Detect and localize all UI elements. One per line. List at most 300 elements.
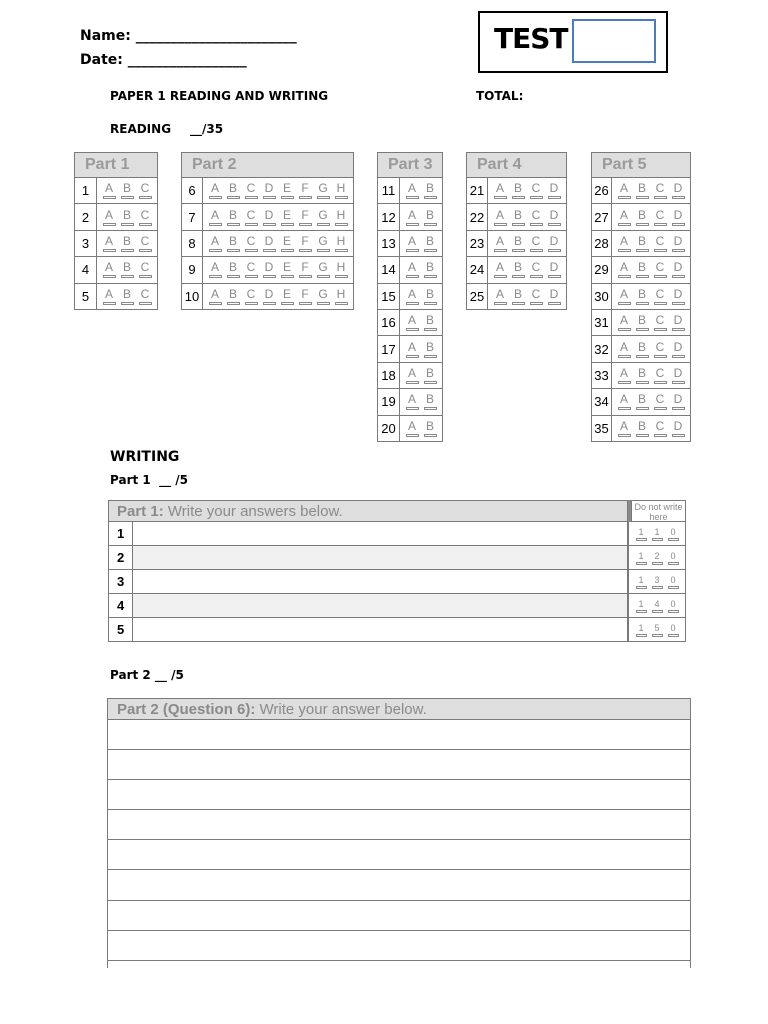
option-mark-box[interactable]: [139, 223, 152, 226]
answer-option-bubble[interactable]: [332, 261, 350, 278]
option-mark-box[interactable]: [654, 434, 667, 437]
answer-option-bubble[interactable]: [615, 209, 633, 226]
option-mark-box[interactable]: [548, 275, 561, 278]
answer-row: [591, 363, 691, 389]
option-mark-box[interactable]: [209, 302, 222, 305]
answer-option-bubble[interactable]: [136, 209, 154, 226]
option-mark-box[interactable]: [530, 275, 543, 278]
writing-answer-field[interactable]: [133, 618, 628, 642]
answer-option-bubble[interactable]: [491, 209, 509, 226]
answer-option-bubble[interactable]: [314, 235, 332, 252]
answer-option-bubble[interactable]: [669, 420, 687, 437]
answer-option-bubble[interactable]: [651, 182, 669, 199]
answer-option-bubble[interactable]: [615, 314, 633, 331]
answer-option-bubble[interactable]: [278, 235, 296, 252]
option-mark-box[interactable]: [636, 249, 649, 252]
option-letter: C: [655, 418, 665, 433]
option-mark-box[interactable]: [263, 275, 276, 278]
answer-option-bubble[interactable]: [314, 288, 332, 305]
answer-option-bubble[interactable]: [615, 420, 633, 437]
option-mark-box[interactable]: [512, 302, 525, 305]
option-mark-box[interactable]: [636, 223, 649, 226]
answer-option-bubble[interactable]: [651, 209, 669, 226]
answer-option-bubble[interactable]: [260, 288, 278, 305]
answer-option-bubble[interactable]: [242, 288, 260, 305]
answer-line[interactable]: [107, 750, 691, 780]
answer-option-bubble[interactable]: [651, 420, 669, 437]
answer-line[interactable]: [107, 780, 691, 810]
answer-option-bubble[interactable]: [669, 367, 687, 384]
answer-option-bubble[interactable]: [633, 209, 651, 226]
option-mark-box[interactable]: [317, 302, 330, 305]
answer-option-bubble[interactable]: [669, 182, 687, 199]
answer-option-bubble[interactable]: [403, 288, 421, 305]
option-mark-box[interactable]: [406, 328, 419, 331]
option-mark-box[interactable]: [672, 328, 685, 331]
option-mark-box[interactable]: [335, 196, 348, 199]
option-mark-box[interactable]: [121, 249, 134, 252]
answer-option-bubble[interactable]: [527, 209, 545, 226]
option-mark-box[interactable]: [281, 249, 294, 252]
answer-option-bubble[interactable]: [278, 209, 296, 226]
option-mark-box[interactable]: [636, 407, 649, 410]
answer-row: [181, 178, 354, 204]
answer-option-bubble[interactable]: [491, 261, 509, 278]
answer-option-bubble[interactable]: [669, 341, 687, 358]
answer-option-bubble[interactable]: [136, 261, 154, 278]
option-mark-box[interactable]: [245, 196, 258, 199]
option-mark-box[interactable]: [424, 275, 437, 278]
answer-option-bubble[interactable]: [545, 288, 563, 305]
option-mark-box[interactable]: [139, 249, 152, 252]
option-mark-box[interactable]: [406, 434, 419, 437]
option-mark-box[interactable]: [424, 223, 437, 226]
option-mark-box[interactable]: [494, 249, 507, 252]
option-mark-box[interactable]: [548, 302, 561, 305]
answer-option-bubble[interactable]: [651, 261, 669, 278]
option-mark-box[interactable]: [209, 249, 222, 252]
option-mark-box[interactable]: [299, 249, 312, 252]
answer-option-bubble[interactable]: [242, 182, 260, 199]
option-mark-box[interactable]: [618, 407, 631, 410]
option-mark-box[interactable]: [299, 302, 312, 305]
answer-option-bubble[interactable]: [314, 182, 332, 199]
answer-option-bubble[interactable]: [118, 288, 136, 305]
answer-option-bubble[interactable]: [545, 209, 563, 226]
option-mark-box[interactable]: [245, 249, 258, 252]
option-mark-box[interactable]: [103, 275, 116, 278]
option-mark-box[interactable]: [618, 196, 631, 199]
answer-option-bubble[interactable]: [403, 420, 421, 437]
answer-option-bubble[interactable]: [296, 182, 314, 199]
test-score-field[interactable]: [572, 19, 656, 63]
answer-option-bubble[interactable]: [491, 235, 509, 252]
option-mark-box[interactable]: [512, 275, 525, 278]
option-mark-box[interactable]: [530, 223, 543, 226]
answer-row: [74, 204, 158, 230]
option-mark-box[interactable]: [103, 223, 116, 226]
answer-row: [181, 284, 354, 310]
option-letter: A: [495, 181, 504, 196]
option-mark-box[interactable]: [654, 275, 667, 278]
option-mark-box[interactable]: [654, 302, 667, 305]
answer-option-bubble[interactable]: [545, 235, 563, 252]
option-mark-box[interactable]: [548, 223, 561, 226]
answer-option-bubble[interactable]: [206, 182, 224, 199]
option-mark-box[interactable]: [281, 223, 294, 226]
option-mark-box[interactable]: [530, 196, 543, 199]
answer-option-bubble[interactable]: [527, 288, 545, 305]
answer-option-bubble[interactable]: [615, 367, 633, 384]
answer-option-bubble[interactable]: [242, 235, 260, 252]
answer-option-bubble[interactable]: [421, 341, 439, 358]
answer-option-bubble[interactable]: [296, 288, 314, 305]
answer-option-bubble[interactable]: [509, 235, 527, 252]
option-mark-box[interactable]: [245, 223, 258, 226]
answer-option-bubble[interactable]: [403, 314, 421, 331]
option-mark-box[interactable]: [424, 328, 437, 331]
answer-option-bubble[interactable]: [509, 209, 527, 226]
option-mark-box[interactable]: [121, 196, 134, 199]
option-mark-box[interactable]: [406, 275, 419, 278]
answer-option-bubble[interactable]: [403, 182, 421, 199]
answer-option-bubble[interactable]: [669, 288, 687, 305]
option-mark-box[interactable]: [227, 249, 240, 252]
option-mark-box[interactable]: [636, 381, 649, 384]
answer-option-bubble[interactable]: [242, 261, 260, 278]
option-mark-box[interactable]: [494, 223, 507, 226]
option-mark-box[interactable]: [618, 249, 631, 252]
answer-row: [74, 257, 158, 283]
answer-option-bubble[interactable]: [527, 261, 545, 278]
answer-option-bubble[interactable]: [651, 341, 669, 358]
writing-answer-field[interactable]: [133, 546, 628, 570]
option-mark-box[interactable]: [121, 223, 134, 226]
option-mark-box[interactable]: [139, 275, 152, 278]
option-mark-box[interactable]: [139, 196, 152, 199]
answer-option-bubble[interactable]: [421, 420, 439, 437]
option-mark-box[interactable]: [263, 302, 276, 305]
answer-line[interactable]: [107, 961, 691, 968]
option-mark-box[interactable]: [548, 196, 561, 199]
option-mark-box[interactable]: [654, 407, 667, 410]
answer-option-bubble[interactable]: [260, 261, 278, 278]
option-mark-box[interactable]: [548, 249, 561, 252]
answer-option-bubble[interactable]: [509, 261, 527, 278]
option-mark-box[interactable]: [654, 223, 667, 226]
question-number: 4: [74, 257, 97, 283]
option-mark-box[interactable]: [245, 275, 258, 278]
option-mark-box[interactable]: [654, 249, 667, 252]
option-mark-box[interactable]: [636, 196, 649, 199]
answer-line[interactable]: [107, 720, 691, 750]
option-mark-box[interactable]: [299, 196, 312, 199]
answer-option-bubble[interactable]: [633, 261, 651, 278]
answer-line[interactable]: [107, 810, 691, 840]
option-mark-box[interactable]: [335, 275, 348, 278]
option-mark-box[interactable]: [335, 249, 348, 252]
option-mark-box[interactable]: [103, 196, 116, 199]
answer-option-bubble[interactable]: [421, 235, 439, 252]
answer-option-bubble[interactable]: [118, 182, 136, 199]
option-mark-box[interactable]: [672, 275, 685, 278]
option-mark-box[interactable]: [512, 196, 525, 199]
writing-answer-field[interactable]: [133, 570, 628, 594]
option-mark-box[interactable]: [494, 196, 507, 199]
option-mark-box[interactable]: [494, 302, 507, 305]
option-mark-box[interactable]: [424, 381, 437, 384]
answer-option-bubble[interactable]: [403, 367, 421, 384]
answer-option-bubble[interactable]: [615, 261, 633, 278]
answer-option-bubble[interactable]: [100, 288, 118, 305]
answer-option-bubble[interactable]: [260, 235, 278, 252]
answer-option-bubble[interactable]: [403, 209, 421, 226]
option-mark-box[interactable]: [227, 275, 240, 278]
answer-option-bubble[interactable]: [100, 261, 118, 278]
answer-option-bubble[interactable]: [260, 209, 278, 226]
option-mark-box[interactable]: [424, 434, 437, 437]
answer-option-bubble[interactable]: [296, 261, 314, 278]
option-mark-box[interactable]: [227, 302, 240, 305]
option-mark-box[interactable]: [512, 249, 525, 252]
answer-option-bubble[interactable]: [332, 235, 350, 252]
answer-option-bubble[interactable]: [403, 393, 421, 410]
answer-option-bubble[interactable]: [421, 182, 439, 199]
answer-option-bubble[interactable]: [206, 235, 224, 252]
answer-option-bubble[interactable]: [100, 209, 118, 226]
examiner-mark-bubble: [668, 527, 679, 541]
option-mark-box[interactable]: [618, 355, 631, 358]
answer-option-bubble[interactable]: [242, 209, 260, 226]
option-mark-box[interactable]: [209, 275, 222, 278]
answer-option-bubble[interactable]: [633, 235, 651, 252]
answer-option-bubble[interactable]: [332, 182, 350, 199]
option-mark-box[interactable]: [424, 355, 437, 358]
answer-option-bubble[interactable]: [403, 235, 421, 252]
option-mark-box[interactable]: [672, 407, 685, 410]
answer-option-bubble[interactable]: [260, 182, 278, 199]
option-mark-box[interactable]: [424, 249, 437, 252]
option-mark-box[interactable]: [654, 355, 667, 358]
answer-option-bubble[interactable]: [296, 235, 314, 252]
answer-option-bubble[interactable]: [118, 209, 136, 226]
answer-option-bubble[interactable]: [421, 288, 439, 305]
answer-option-bubble[interactable]: [509, 288, 527, 305]
writing-part1-table: [108, 500, 686, 642]
option-mark-box[interactable]: [530, 302, 543, 305]
option-mark-box[interactable]: [672, 249, 685, 252]
answer-option-bubble[interactable]: [206, 209, 224, 226]
option-mark-box[interactable]: [424, 196, 437, 199]
option-mark-box[interactable]: [406, 223, 419, 226]
answer-option-bubble[interactable]: [206, 288, 224, 305]
option-mark-box[interactable]: [654, 328, 667, 331]
option-mark-box[interactable]: [209, 223, 222, 226]
option-mark-box[interactable]: [424, 302, 437, 305]
answer-option-bubble[interactable]: [403, 341, 421, 358]
option-mark-box[interactable]: [424, 407, 437, 410]
answer-option-bubble[interactable]: [224, 182, 242, 199]
option-mark-box[interactable]: [227, 223, 240, 226]
option-mark-box[interactable]: [618, 223, 631, 226]
option-letter: A: [210, 233, 219, 248]
option-mark-box[interactable]: [636, 302, 649, 305]
answer-option-bubble[interactable]: [224, 209, 242, 226]
writing-answer-row: [108, 594, 686, 618]
option-mark-box[interactable]: [317, 223, 330, 226]
option-mark-box[interactable]: [263, 196, 276, 199]
answer-line[interactable]: [107, 901, 691, 931]
option-mark-box[interactable]: [263, 223, 276, 226]
answer-option-bubble[interactable]: [633, 420, 651, 437]
option-mark-box[interactable]: [406, 355, 419, 358]
answer-option-bubble[interactable]: [100, 182, 118, 199]
answer-option-bubble[interactable]: [615, 235, 633, 252]
option-mark-box[interactable]: [530, 249, 543, 252]
answer-option-bubble[interactable]: [332, 209, 350, 226]
answer-option-bubble[interactable]: [491, 182, 509, 199]
answer-option-bubble[interactable]: [633, 182, 651, 199]
option-mark-box[interactable]: [121, 275, 134, 278]
answer-option-bubble[interactable]: [633, 367, 651, 384]
answer-option-bubble[interactable]: [633, 314, 651, 331]
option-mark-box[interactable]: [406, 407, 419, 410]
answer-option-bubble[interactable]: [206, 261, 224, 278]
answer-option-bubble[interactable]: [651, 393, 669, 410]
answer-option-bubble[interactable]: [118, 261, 136, 278]
answer-option-bubble[interactable]: [615, 182, 633, 199]
option-mark-box[interactable]: [618, 275, 631, 278]
option-mark-box[interactable]: [335, 223, 348, 226]
answer-option-bubble[interactable]: [421, 367, 439, 384]
answer-option-bubble[interactable]: [651, 367, 669, 384]
option-mark-box[interactable]: [654, 196, 667, 199]
writing-part1-title: Part 1: Write your answers below.: [108, 500, 628, 522]
answer-option-bubble[interactable]: [669, 261, 687, 278]
answer-option-bubble[interactable]: [314, 261, 332, 278]
answer-option-bubble[interactable]: [669, 235, 687, 252]
option-mark-box[interactable]: [672, 302, 685, 305]
answer-line[interactable]: [107, 931, 691, 961]
option-mark-box[interactable]: [672, 223, 685, 226]
answer-option-bubble[interactable]: [278, 261, 296, 278]
answer-option-bubble[interactable]: [633, 288, 651, 305]
answer-option-bubble[interactable]: [403, 261, 421, 278]
option-mark-box[interactable]: [335, 302, 348, 305]
option-letter: A: [495, 286, 504, 301]
option-letter: H: [336, 181, 346, 196]
answer-option-bubble[interactable]: [421, 314, 439, 331]
answer-option-bubble[interactable]: [651, 235, 669, 252]
answer-option-bubble[interactable]: [100, 235, 118, 252]
answer-option-bubble[interactable]: [421, 261, 439, 278]
answer-option-bubble[interactable]: [669, 393, 687, 410]
option-mark-box[interactable]: [317, 196, 330, 199]
option-mark-box[interactable]: [299, 223, 312, 226]
answer-option-bubble[interactable]: [509, 182, 527, 199]
option-mark-box[interactable]: [139, 302, 152, 305]
option-mark-box[interactable]: [209, 196, 222, 199]
answer-option-bubble[interactable]: [545, 261, 563, 278]
answer-option-bubble[interactable]: [136, 182, 154, 199]
answer-option-bubble[interactable]: [224, 261, 242, 278]
answer-line[interactable]: [107, 870, 691, 900]
answer-option-bubble[interactable]: [615, 393, 633, 410]
option-mark-box[interactable]: [636, 275, 649, 278]
option-mark-box[interactable]: [512, 223, 525, 226]
option-mark-box[interactable]: [636, 355, 649, 358]
option-mark-box[interactable]: [406, 249, 419, 252]
option-mark-box[interactable]: [672, 355, 685, 358]
answer-option-bubble[interactable]: [527, 235, 545, 252]
option-mark-box[interactable]: [406, 302, 419, 305]
option-mark-box[interactable]: [406, 381, 419, 384]
answer-option-bubble[interactable]: [615, 341, 633, 358]
answer-option-bubble[interactable]: [421, 209, 439, 226]
answer-option-bubble[interactable]: [224, 288, 242, 305]
option-mark-box[interactable]: [227, 196, 240, 199]
option-mark-box[interactable]: [636, 328, 649, 331]
answer-option-bubble[interactable]: [332, 288, 350, 305]
writing-answer-field[interactable]: [133, 522, 628, 546]
option-mark-box[interactable]: [636, 434, 649, 437]
answer-option-bubble[interactable]: [633, 341, 651, 358]
answer-option-bubble[interactable]: [527, 182, 545, 199]
answer-option-bubble[interactable]: [669, 209, 687, 226]
answer-option-bubble[interactable]: [224, 235, 242, 252]
option-mark-box[interactable]: [618, 381, 631, 384]
answer-option-bubble[interactable]: [545, 182, 563, 199]
option-mark-box[interactable]: [672, 196, 685, 199]
answer-option-bubble[interactable]: [633, 393, 651, 410]
writing-answer-field[interactable]: [133, 594, 628, 618]
option-mark-box[interactable]: [263, 249, 276, 252]
option-mark-box[interactable]: [494, 275, 507, 278]
option-mark-box[interactable]: [672, 381, 685, 384]
option-mark-box[interactable]: [121, 302, 134, 305]
option-mark-box[interactable]: [618, 434, 631, 437]
answer-option-bubble[interactable]: [651, 314, 669, 331]
answer-option-bubble[interactable]: [421, 393, 439, 410]
option-mark-box[interactable]: [672, 434, 685, 437]
answer-option-bubble[interactable]: [136, 288, 154, 305]
answer-option-bubble[interactable]: [136, 235, 154, 252]
answer-option-bubble[interactable]: [491, 288, 509, 305]
answer-option-bubble[interactable]: [278, 182, 296, 199]
answer-option-bubble[interactable]: [615, 288, 633, 305]
answer-option-bubble[interactable]: [651, 288, 669, 305]
option-mark-box[interactable]: [281, 196, 294, 199]
option-mark-box[interactable]: [281, 302, 294, 305]
option-mark-box[interactable]: [103, 249, 116, 252]
option-mark-box[interactable]: [317, 249, 330, 252]
answer-option-bubble[interactable]: [314, 209, 332, 226]
answer-option-bubble[interactable]: [669, 314, 687, 331]
option-mark-box[interactable]: [299, 275, 312, 278]
option-mark-box[interactable]: [618, 328, 631, 331]
answer-line[interactable]: [107, 840, 691, 870]
option-mark-box[interactable]: [654, 381, 667, 384]
answer-option-bubble[interactable]: [278, 288, 296, 305]
answer-option-bubble[interactable]: [118, 235, 136, 252]
option-mark-box[interactable]: [618, 302, 631, 305]
option-mark-box[interactable]: [281, 275, 294, 278]
answer-option-bubble[interactable]: [296, 209, 314, 226]
option-mark-box[interactable]: [406, 196, 419, 199]
option-mark-box[interactable]: [245, 302, 258, 305]
option-mark-box[interactable]: [103, 302, 116, 305]
option-mark-box[interactable]: [317, 275, 330, 278]
